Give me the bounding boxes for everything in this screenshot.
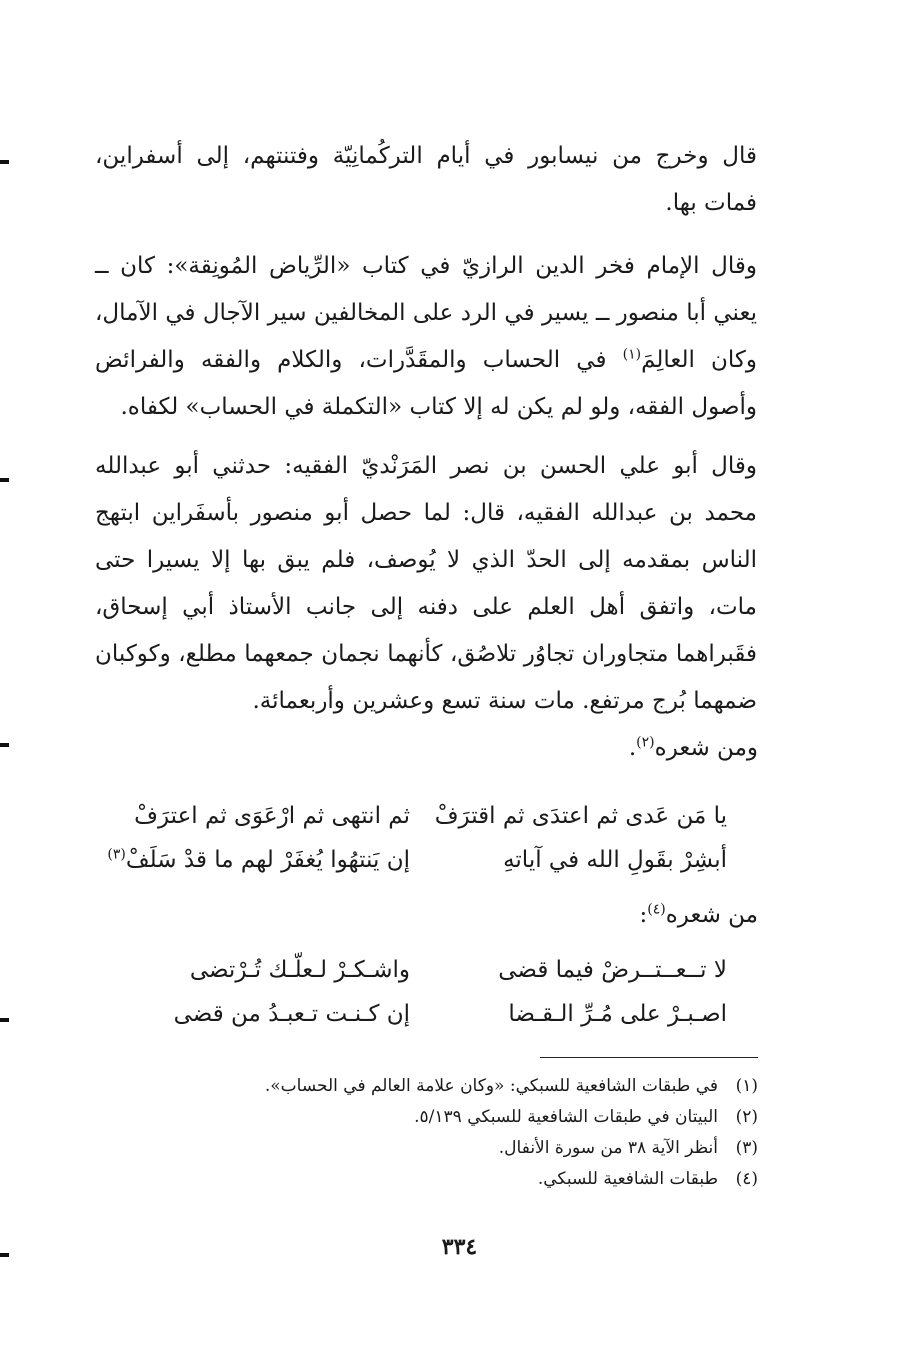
verse-line [100,794,727,838]
footnote [158,1133,758,1164]
verse-1-intro-punct: . [628,735,637,761]
footnote-text: أنظر الآية ٣٨ من سورة الأنفال. [498,1138,718,1158]
verse-2-intro [640,895,758,935]
footnote-ref-1: (١) [622,346,642,363]
verse-2 [100,948,727,1036]
footnote-ref-2: (٢) [636,734,655,751]
scan-edge-mark [0,743,9,747]
scan-edge-mark [0,160,9,164]
verse-hemistich-left: ثم انتهى ثم ارْعَوَى ثم اعترَفْ [134,803,410,829]
verse-2-intro-punct: : [639,902,648,928]
footnotes [158,1071,758,1195]
verse-hemistich-left [100,847,410,873]
footnote [158,1071,758,1102]
verse-line [100,992,727,1036]
verse-line [100,838,727,882]
footnote [158,1102,758,1133]
verse-hemistich-right: اصـبـرْ على مُـرِّ الـقـضا [508,1001,727,1027]
footnote-divider [540,1057,758,1058]
footnote-text: البيتان في طبقات الشافعية للسبكي ٥/١٣٩. [414,1107,718,1127]
verse-hemistich-left: إن كـنـت تـعبـدُ من قضى [173,1001,410,1027]
footnote-text: طبقات الشافعية للسبكي. [537,1169,718,1189]
scan-edge-mark [0,478,9,482]
verse-2-intro-text: من شعره [665,902,758,928]
paragraph-3: وقال أبو علي الحسن بن نصر المَرَنْديّ الفقيه: حدثني أبو عبدالله محمد بن عبدالله الفقيه، قال: لما حصل أبو منصور بأسفَراين ابتهج الناس بمقدمه إلى الحدّ الذي لا يُوصف، فلم يبق بها إلا يسيرا حتى مات، واتفق أهل العلم على دفنه إلى جانب الأستاذ أبي إسحاق، فقَبراهما متجاوران تجاوُر تلاصُق، كأنهما نجمان جمعهما مطلع، وكوكبان ضمهما بُرج مرتفع. مات سنة تسع وعشرين وأربعمائة. [95,453,757,714]
paragraph-3-block [95,443,757,725]
footnote-text: في طبقات الشافعية للسبكي: «وكان علامة العالم في الحساب». [264,1076,718,1096]
footnote [158,1164,758,1195]
verse-1 [100,794,727,882]
footnote-number: (٤) [735,1169,758,1189]
paragraph-2 [95,243,757,431]
paragraph-2-block [95,243,757,431]
verse-hemistich-right: أبشِرْ بقَولِ الله في آياتهِ [503,847,727,873]
verse-hemistich-right: يا مَن عَدى ثم اعتدَى ثم اقترَفْ [434,803,727,829]
verse-line [100,948,727,992]
page-number: ٣٣٤ [441,1234,478,1260]
footnote-ref-4: (٤) [647,901,666,918]
footnote-number: (٣) [735,1138,758,1158]
scan-edge-mark [0,1018,9,1022]
paragraph-2-text-continued: في الحساب والمقَدَّرات، والكلام والفقه والفرائض وأصول الفقه، ولو لم يكن له إلا كتاب «التكملة في الحساب» لكفاه. [95,347,757,420]
footnote-number: (١) [735,1076,758,1096]
verse-1-intro-text: ومن شعره [654,735,758,761]
footnote-ref-3: (٣) [107,846,126,863]
verse-hemistich-left: واشـكـرْ لـعلّـك تُـرْتضى [189,957,410,983]
paragraph-1-block [95,133,757,227]
verse-hemistich-right: لا تــعــتــرضْ فيما قضى [498,957,727,983]
verse-hemistich-left-text: إن يَنتهُوا يُغفَرْ لهم ما قدْ سَلَفْ [125,847,410,873]
footnote-number: (٢) [735,1107,758,1127]
paragraph-2-text: وقال الإمام فخر الدين الرازيّ في كتاب «الرِّياض المُونِقة»: كان ــ يعني أبا منصور ــ يسير في الرد على المخالفين سير الآجال في الآمال، وكان العالِمَ [95,253,757,373]
paragraph-1: قال وخرج من نيسابور في أيام التركُمانِيّة وفتنتهم، إلى أسفراين، فمات بها. [95,143,757,216]
verse-1-intro [629,728,758,768]
